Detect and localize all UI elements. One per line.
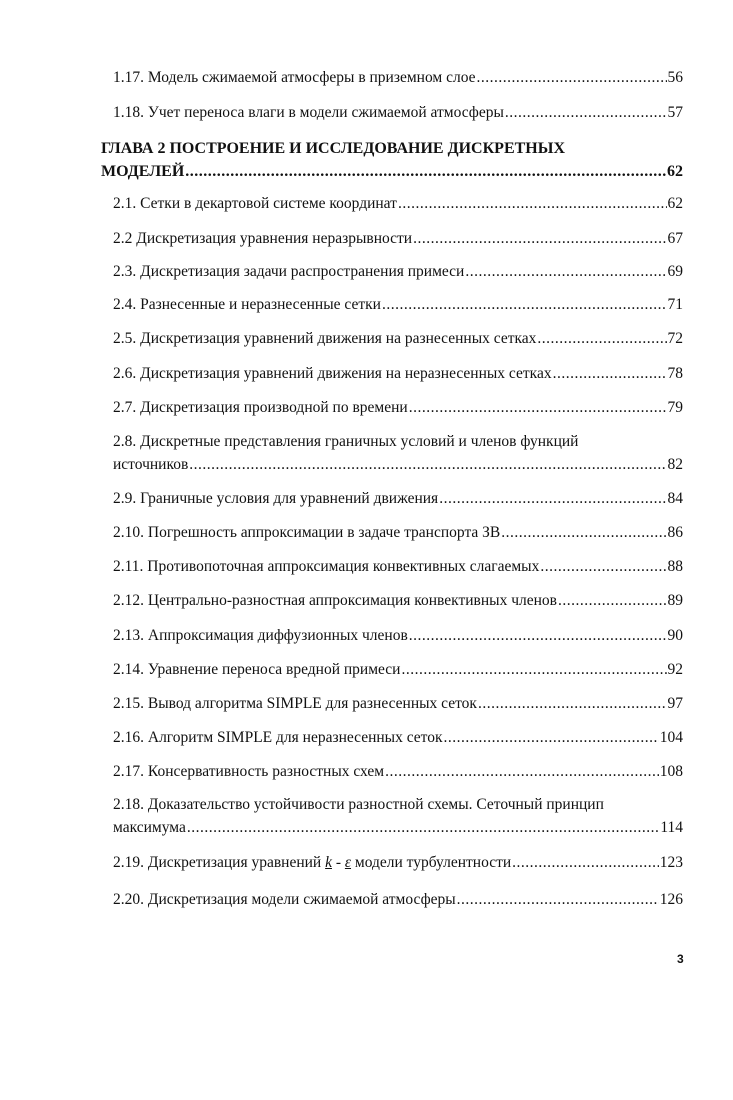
toc-entry-2-6 [113,362,683,385]
toc-leader-dots [477,66,667,89]
toc-leader-dots [409,624,667,647]
toc-chapter-2 [101,137,683,183]
toc-entry-2-12 [113,589,683,612]
toc-leader-dots [409,396,667,419]
toc-entry-title: 2.13. Аппроксимация диффузионных членов [113,627,408,644]
toc-leader-dots [553,362,667,385]
toc-leader-dots [189,453,666,476]
toc-leader-dots [401,658,666,681]
toc-leader-dots [187,816,659,839]
toc-page-number: 69 [667,263,683,280]
toc-page-number: 126 [659,891,683,908]
toc-entry-1-17 [113,66,683,89]
toc-entry-title: 2.3. Дискретизация задачи распространения примеси [113,263,465,280]
toc-leader-dots [512,851,659,874]
toc-leader-dots [413,227,666,250]
toc-page-number: 89 [667,592,683,609]
toc-entry-1-18 [113,101,683,124]
toc-entry-2-11 [113,555,683,578]
toc-leader-dots [385,760,659,783]
toc-page-number: 114 [660,819,683,836]
toc-entry-title: 2.15. Вывод алгоритма SIMPLE для разнесенных сеток [113,695,477,712]
toc-page-number: 78 [667,365,683,382]
chapter-title-line2: МОДЕЛЕЙ [101,163,185,180]
toc-page-number: 123 [659,854,683,871]
toc-page-number: 72 [667,330,683,347]
toc-entry-2-10 [113,521,683,544]
toc-leader-dots [537,327,666,350]
toc-page-number: 86 [667,524,683,541]
toc-entry-2-20 [113,888,683,911]
toc-entry-title: 2.1. Сетки в декартовой системе координат [113,195,397,212]
toc-leader-dots [382,293,667,316]
toc-page-number: 62 [667,195,683,212]
toc-page-number: 56 [667,69,683,86]
toc-page-number: 104 [659,729,683,746]
toc-page-number: 84 [667,490,683,507]
math-dash: - [335,854,342,871]
toc-leader-dots [540,555,666,578]
toc-page-number: 97 [667,695,683,712]
toc-entry-2-19 [113,851,683,874]
toc-entry-title: 2.16. Алгоритм SIMPLE для неразнесенных сеток [113,729,443,746]
toc-page-number: 92 [667,661,683,678]
toc-leader-dots [558,589,667,612]
toc-page-number: 62 [667,163,683,180]
toc-page-number: 67 [667,230,683,247]
toc-entry-2-13 [113,624,683,647]
toc-leader-dots [185,160,666,183]
toc-entry-2-16 [113,726,683,749]
toc-entry-2-18 [113,793,683,839]
toc-entry-2-8 [113,430,683,476]
toc-entry-title: 2.5. Дискретизация уравнений движения на разнесенных сетках [113,330,537,347]
toc-page-number: 57 [667,104,683,121]
toc-page-number: 108 [659,763,683,780]
toc-entry-title: 2.12. Центрально-разностная аппроксимация конвективных членов [113,592,557,609]
chapter-title-line1: ГЛАВА 2 ПОСТРОЕНИЕ И ИССЛЕДОВАНИЕ ДИСКРЕТНЫХ [101,140,565,157]
toc-entry-title-line2: максимума [113,819,186,836]
toc-entry-title: 2.10. Погрешность аппроксимации в задаче транспорта ЗВ [113,524,501,541]
toc-entry-2-4 [113,293,683,316]
toc-entry-2-15 [113,692,683,715]
toc-entry-title-line1: 2.18. Доказательство устойчивости разностной схемы. Сеточный принцип [113,796,604,813]
math-symbol-k: k [325,854,332,871]
toc-page-number: 90 [667,627,683,644]
toc-page-number: 71 [667,296,683,313]
toc-entry-2-7 [113,396,683,419]
toc-entry-title-suffix: модели турбулентности [354,854,512,871]
toc-entry-title-line1: 2.8. Дискретные представления граничных условий и членов функций [113,433,579,450]
toc-entry-title: 2.20. Дискретизация модели сжимаемой атмосферы [113,891,456,908]
toc-entry-2-2 [113,227,683,250]
toc-entry-title: 2.14. Уравнение переноса вредной примеси [113,661,401,678]
toc-leader-dots [398,192,667,215]
toc-leader-dots [439,487,666,510]
toc-entry-title: 1.17. Модель сжимаемой атмосферы в приземном слое [113,69,476,86]
toc-leader-dots [501,521,666,544]
toc-page-number: 82 [667,456,683,473]
toc-leader-dots [465,260,666,283]
toc-leader-dots [505,101,667,124]
toc-entry-title: 2.9. Граничные условия для уравнений движения [113,490,439,507]
toc-entry-2-14 [113,658,683,681]
toc-entry-title: 2.6. Дискретизация уравнений движения на неразнесенных сетках [113,365,552,382]
toc-entry-title-prefix: 2.19. Дискретизация уравнений [113,854,322,871]
toc-entry-title-line2: источников [113,456,189,473]
toc-entry-2-17 [113,760,683,783]
toc-entry-title: 2.11. Противопоточная аппроксимация конвективных слагаемых [113,558,540,575]
page-number: 3 [677,952,684,966]
toc-leader-dots [478,692,667,715]
math-symbol-epsilon: ε [344,854,352,871]
toc-entry-title: 2.4. Разнесенные и неразнесенные сетки [113,296,381,313]
toc-entry-title: 2.2 Дискретизация уравнения неразрывности [113,230,413,247]
toc-page-number: 79 [667,399,683,416]
toc-entry-2-3 [113,260,683,283]
toc-leader-dots [444,726,659,749]
toc-leader-dots [457,888,659,911]
toc-entry-title: 2.7. Дискретизация производной по времени [113,399,408,416]
toc-entry-2-5 [113,327,683,350]
toc-page-number: 88 [667,558,683,575]
toc-entry-title: 2.17. Консервативность разностных схем [113,763,385,780]
toc-entry-2-9 [113,487,683,510]
toc-entry-title: 1.18. Учет переноса влаги в модели сжимаемой атмосферы [113,104,504,121]
toc-entry-title [113,851,511,874]
toc-entry-2-1 [113,192,683,215]
